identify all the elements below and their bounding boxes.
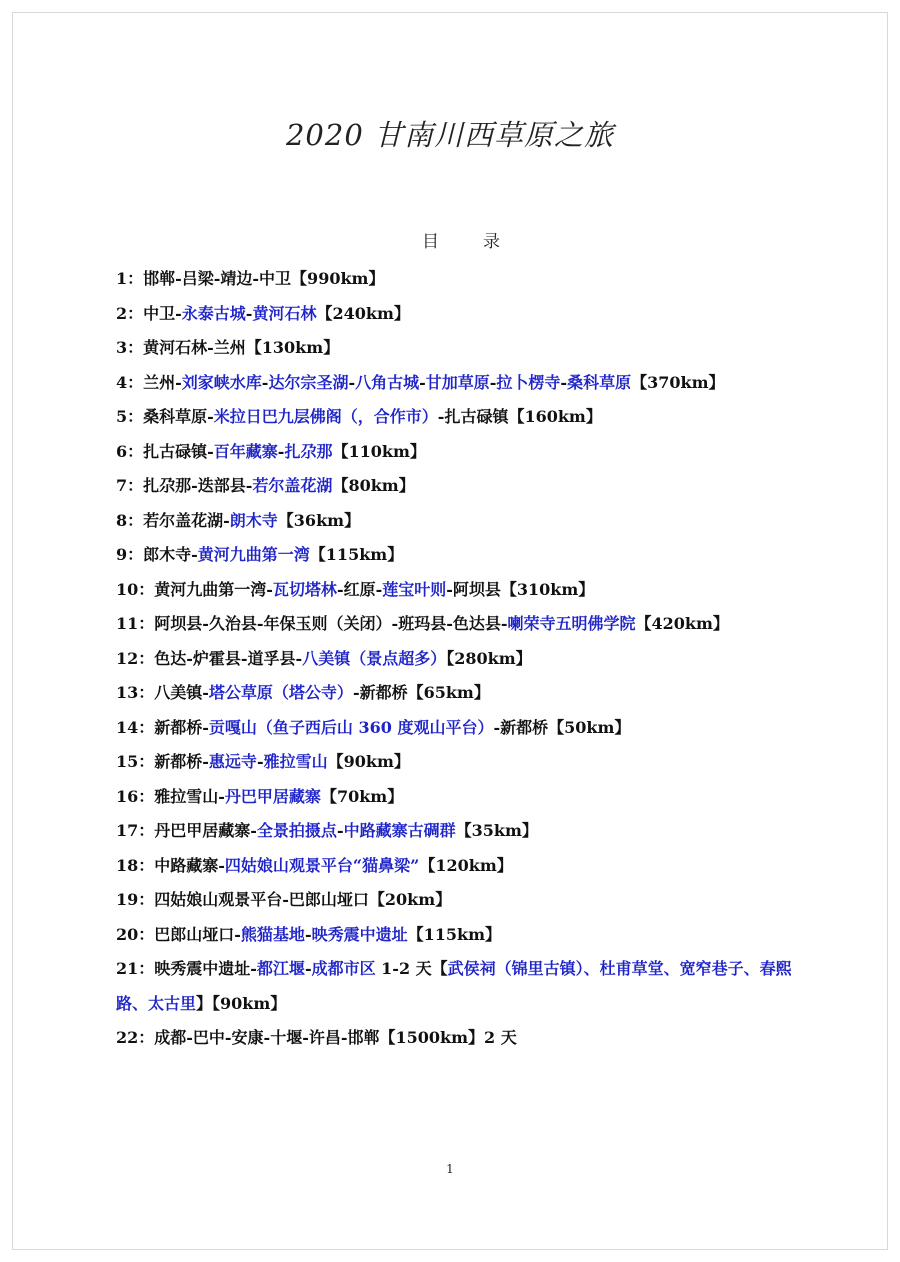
toc-text: 19：四姑娘山观景平台-巴郎山垭口【20km】 bbox=[116, 890, 452, 909]
toc-entry bbox=[116, 849, 816, 884]
toc-link[interactable]: 瓦切塔林 bbox=[272, 579, 337, 599]
toc-link[interactable]: 刘家峡水库 bbox=[181, 372, 262, 392]
toc-link[interactable]: 雅拉雪山 bbox=[263, 752, 328, 771]
toc-link[interactable]: 黄河九曲第一湾 bbox=[197, 545, 310, 564]
toc-text: 2：中卫- bbox=[116, 303, 182, 323]
toc-text: 18：中路藏寨- bbox=[116, 855, 225, 875]
toc-text: 15：新都桥- bbox=[116, 752, 209, 771]
toc-entry bbox=[116, 297, 816, 332]
toc-entry bbox=[116, 745, 816, 780]
toc-entry bbox=[116, 331, 816, 366]
toc-text: - bbox=[489, 372, 497, 392]
toc-text: 】【90km】 bbox=[196, 993, 287, 1013]
toc-entry bbox=[116, 469, 816, 504]
toc-text: - bbox=[261, 372, 269, 392]
toc-text: -新都桥【50km】 bbox=[493, 717, 631, 737]
toc-text: 【110km】 bbox=[332, 441, 426, 461]
toc-entry bbox=[116, 435, 816, 470]
toc-text: 17：丹巴甲居藏寨- bbox=[116, 821, 257, 840]
toc-text: 【115km】 bbox=[309, 545, 404, 564]
toc-link[interactable]: 八美镇（景点超多） bbox=[302, 648, 447, 668]
toc-entry bbox=[116, 918, 816, 953]
toc-link[interactable]: 武侯祠（锦里古镇）、杜甫草堂、宽窄巷子、春熙路、太古里 bbox=[116, 959, 792, 1013]
toc-text: 【115km】 bbox=[407, 924, 502, 944]
toc-text: 13：八美镇- bbox=[116, 683, 209, 702]
toc-text: 【90km】 bbox=[327, 752, 410, 771]
toc-text: -扎古碌镇【160km】 bbox=[437, 407, 602, 426]
toc-text: 【35km】 bbox=[455, 821, 538, 840]
toc-link[interactable]: 熊猫基地 bbox=[240, 924, 305, 944]
toc-link[interactable]: 八角古城 bbox=[355, 372, 420, 392]
toc-text: 10：黄河九曲第一湾- bbox=[116, 579, 273, 599]
toc-entry bbox=[116, 400, 816, 435]
toc-heading-char-1: 目 bbox=[422, 232, 439, 252]
toc-link[interactable]: 贡嘎山（鱼子西后山 360 度观山平台） bbox=[208, 717, 494, 737]
toc-text: 22：成都-巴中-安康-十堰-许昌-邯郸【1500km】2 天 bbox=[116, 1028, 517, 1047]
toc-text: 【240km】 bbox=[316, 303, 410, 323]
table-of-contents bbox=[116, 262, 816, 1056]
toc-text: 1：邯郸-吕梁-靖边-中卫【990km】 bbox=[116, 269, 385, 288]
toc-text: 20：巴郎山垭口- bbox=[116, 924, 241, 944]
toc-entry bbox=[116, 711, 816, 746]
toc-link[interactable]: 百年藏寨 bbox=[213, 441, 278, 461]
toc-link[interactable]: 塔公草原（塔公寺） bbox=[208, 683, 353, 702]
toc-text: 【420km】 bbox=[635, 614, 729, 633]
toc-link[interactable]: 映秀震中遗址 bbox=[311, 924, 408, 944]
toc-text: - bbox=[348, 372, 356, 392]
toc-text: 【36km】 bbox=[277, 510, 361, 530]
toc-link[interactable]: 桑科草原 bbox=[567, 372, 632, 392]
toc-text: -新都桥【65km】 bbox=[352, 683, 490, 702]
toc-text: 3：黄河石林-兰州【130km】 bbox=[116, 338, 340, 357]
toc-text: 6：扎古碌镇- bbox=[116, 441, 214, 461]
page-number: 1 bbox=[446, 1162, 454, 1176]
toc-text: - bbox=[336, 821, 344, 840]
toc-link[interactable]: 莲宝叶则 bbox=[382, 579, 447, 599]
toc-link[interactable]: 成都市区 bbox=[311, 959, 376, 978]
toc-link[interactable]: 中路藏寨古碉群 bbox=[343, 821, 456, 840]
toc-link[interactable]: 永泰古城 bbox=[181, 303, 246, 323]
toc-text: 1-2 天【 bbox=[375, 959, 448, 978]
toc-heading-char-2: 录 bbox=[483, 232, 500, 252]
toc-link[interactable]: 扎尕那 bbox=[284, 441, 333, 461]
toc-heading bbox=[422, 227, 500, 252]
toc-link[interactable]: 朗木寺 bbox=[229, 510, 278, 530]
toc-link[interactable]: 丹巴甲居藏寨 bbox=[224, 786, 321, 806]
toc-entry bbox=[116, 504, 816, 539]
toc-link[interactable]: 达尔宗圣湖 bbox=[268, 372, 349, 392]
toc-text: 【80km】 bbox=[332, 476, 415, 495]
toc-entry bbox=[116, 952, 816, 1021]
toc-text: 16：雅拉雪山- bbox=[116, 786, 225, 806]
toc-entry bbox=[116, 607, 816, 642]
toc-text: - bbox=[245, 303, 253, 323]
toc-text: 7：扎尕那-迭部县- bbox=[116, 476, 253, 495]
toc-text: 11：阿坝县-久治县-年保玉则（关闭）-班玛县-色达县- bbox=[116, 614, 508, 633]
toc-link[interactable]: 四姑娘山观景平台“猫鼻梁” bbox=[224, 855, 420, 875]
toc-text: - bbox=[304, 924, 312, 944]
toc-entry bbox=[116, 780, 816, 815]
toc-entry bbox=[116, 538, 816, 573]
toc-entry bbox=[116, 1021, 816, 1056]
toc-link[interactable]: 米拉日巴九层佛阁（，合作市） bbox=[213, 407, 438, 426]
toc-text: 【280km】 bbox=[446, 648, 532, 668]
toc-text: 8：若尔盖花湖- bbox=[116, 510, 230, 530]
toc-text: 14：新都桥- bbox=[116, 717, 209, 737]
toc-link[interactable]: 都江堰 bbox=[256, 959, 305, 978]
toc-link[interactable]: 若尔盖花湖 bbox=[252, 476, 333, 495]
toc-text: 【120km】 bbox=[419, 855, 513, 875]
toc-text: 21：映秀震中遗址- bbox=[116, 959, 257, 978]
toc-text: 9：郎木寺- bbox=[116, 545, 198, 564]
document-title: 2020 甘南川西草原之旅 bbox=[285, 118, 615, 152]
toc-link[interactable]: 喇荣寺五明佛学院 bbox=[507, 614, 636, 633]
toc-text: - bbox=[419, 372, 426, 392]
toc-link[interactable]: 黄河石林 bbox=[252, 303, 317, 323]
toc-entry bbox=[116, 883, 816, 918]
toc-entry bbox=[116, 366, 816, 401]
toc-text: 4：兰州- bbox=[116, 372, 182, 392]
toc-link[interactable]: 甘加草原 bbox=[425, 372, 490, 392]
toc-text: 【70km】 bbox=[320, 786, 404, 806]
toc-text: - bbox=[304, 959, 312, 978]
toc-entry bbox=[116, 642, 816, 677]
toc-entry bbox=[116, 814, 816, 849]
toc-link[interactable]: 拉卜楞寺 bbox=[496, 372, 561, 392]
toc-entry bbox=[116, 676, 816, 711]
toc-text: - bbox=[277, 441, 285, 461]
toc-link[interactable]: 惠远寺 bbox=[208, 752, 257, 771]
toc-text: 【370km】 bbox=[631, 372, 725, 392]
toc-entry bbox=[116, 573, 816, 608]
toc-text: 12：色达-炉霍县-道孚县- bbox=[116, 648, 303, 668]
toc-text: 5：桑科草原- bbox=[116, 407, 214, 426]
toc-text: - bbox=[256, 752, 264, 771]
toc-text: - bbox=[560, 372, 568, 392]
toc-text: -阿坝县【310km】 bbox=[446, 579, 595, 599]
toc-link[interactable]: 全景拍摄点 bbox=[256, 821, 337, 840]
toc-entry bbox=[116, 262, 816, 297]
toc-text: -红原- bbox=[336, 579, 383, 599]
